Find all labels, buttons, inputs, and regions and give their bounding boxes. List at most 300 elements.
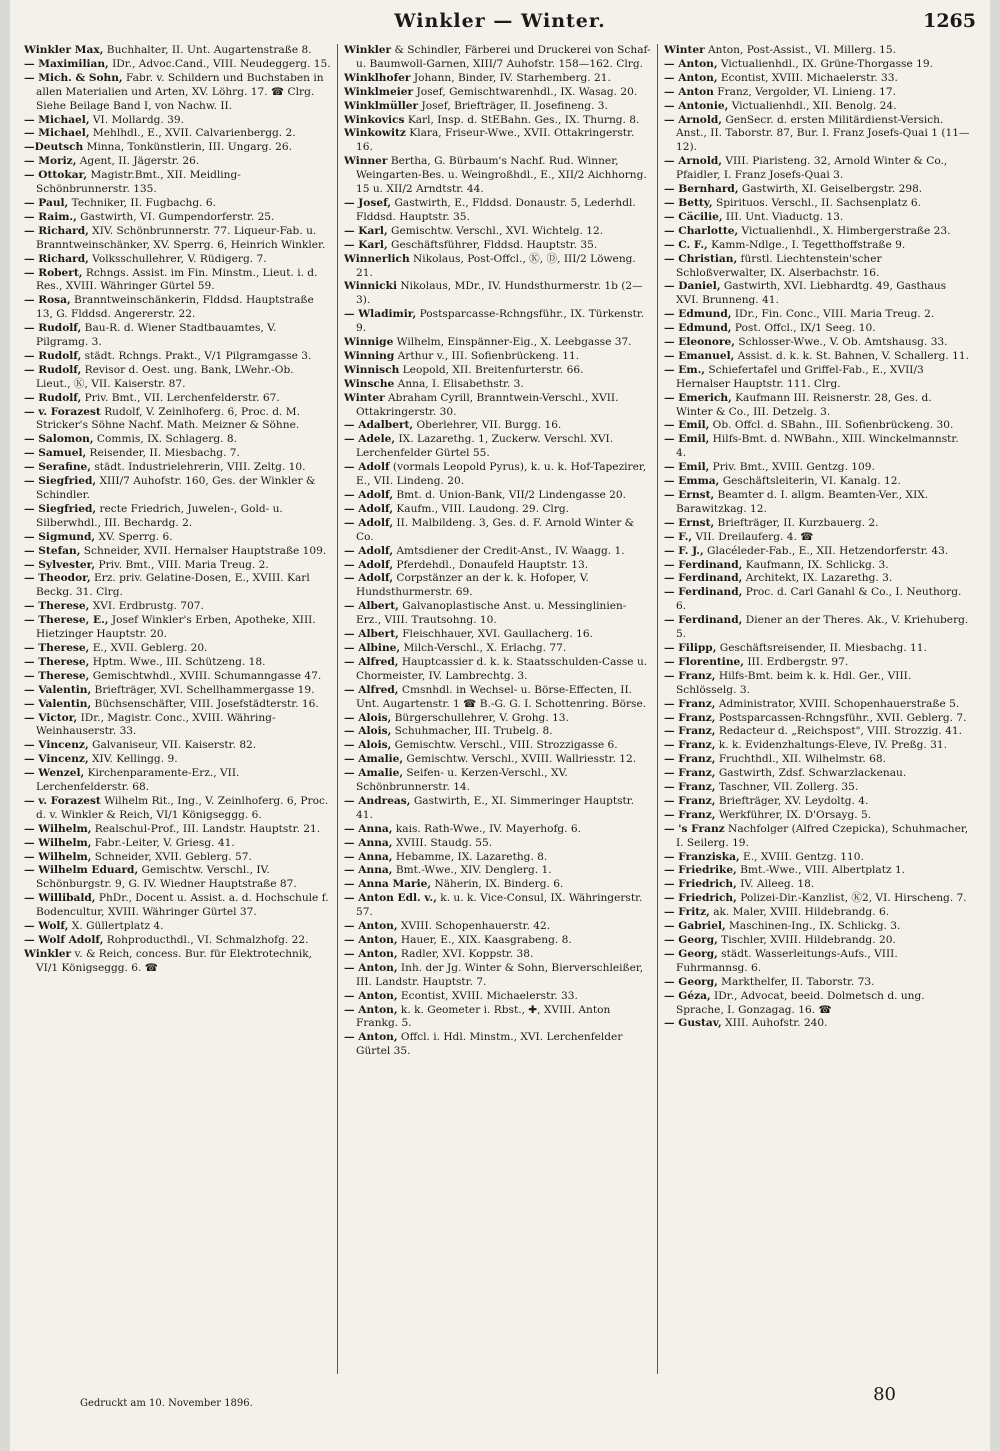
entry-details: Bmt. d. Union-Bank, VII/2 Lindengasse 20. (393, 489, 626, 501)
entry-details: IDr., Magistr. Conc., XVIII. Währing-Weinhauserstr. 33. (36, 711, 276, 738)
entry-name: — Rudolf, (24, 363, 82, 376)
entry-details: XIII/7 Auhofstr. 160, Ges. der Winkler & Schindler. (36, 475, 316, 501)
entry-name: — Anton, (344, 920, 398, 933)
entry-details: Branntweinschänkerin, Flddsd. Hauptstraße 13, G. Flddsd. Angererstr. 22. (36, 294, 314, 321)
directory-entry (344, 656, 651, 684)
entry-name: — Franz, (664, 669, 716, 682)
entry-details: k. k. Geometer i. Rbst., ✚, XVIII. Anton Frankg. 5. (356, 1003, 611, 1030)
entry-details: VIII. Piaristeng. 32, Arnold Winter & Co., Pfaidler, I. Franz Josefs-Quai 3. (676, 155, 948, 182)
entry-details: Magistr.Bmt., XII. Meidling-Schönbrunnerstr. 135. (36, 169, 241, 196)
directory-entry (24, 461, 331, 475)
entry-name: — Franz, (664, 753, 716, 766)
entry-details: Nikolaus, Post-Offcl., Ⓚ, Ⓓ, III/2 Löweng. 21. (356, 252, 636, 279)
directory-entry (664, 698, 971, 712)
directory-entry (24, 253, 331, 267)
directory-entry (344, 225, 651, 239)
entry-name: — Rosa, (24, 294, 71, 307)
entry-details: XIV. Kellingg. 9. (88, 753, 178, 766)
entry-details: Maschinen-Ing., IX. Schlickg. 3. (725, 920, 901, 933)
entry-name: — 's Franz (664, 822, 725, 835)
entry-details: VI. Mollardg. 39. (89, 113, 184, 126)
directory-entry (24, 211, 331, 225)
directory-entry (344, 378, 651, 392)
entry-details: Administrator, XVIII. Schopenhauerstraße 5. (715, 697, 960, 710)
entry-name: — Emma, (664, 475, 720, 488)
directory-entry (24, 559, 331, 573)
directory-page (10, 0, 990, 1451)
directory-entry (24, 948, 331, 976)
directory-entry (664, 350, 971, 364)
entry-name: — Maximilian, (24, 57, 109, 70)
directory-entry (664, 433, 971, 461)
entry-details: Offcl. i. Hdl. Minstm., XVI. Lerchenfelder Gürtel 35. (356, 1031, 623, 1058)
entry-details: Franz, Vergolder, VI. Linieng. 17. (713, 85, 897, 98)
entry-name: — Emanuel, (664, 349, 735, 362)
entry-name: — Samuel, (24, 447, 87, 460)
entry-name: Winsche (344, 377, 395, 390)
entry-name: — Georg, (664, 975, 718, 988)
directory-entry (24, 642, 331, 656)
entry-details: Buchhalter, II. Unt. Augartenstraße 8. (103, 44, 312, 56)
directory-entry (344, 350, 651, 364)
directory-entry (344, 712, 651, 726)
directory-entry (344, 489, 651, 503)
directory-entry (664, 795, 971, 809)
entry-name: — Theodor, (24, 572, 91, 585)
column-divider (337, 44, 338, 1374)
directory-entry (24, 739, 331, 753)
entry-details: k. u. k. Vice-Consul, IX. Währingerstr. 57. (356, 892, 643, 919)
entry-details: Wilhelm Rit., Ing., V. Zeinlhoferg. 6, Proc. d. v. Winkler & Reich, VI/1 Königseggg. 6. (36, 794, 329, 821)
entry-details: Kamm-Ndlge., I. Tegetthoffstraße 9. (707, 238, 906, 251)
directory-entry (344, 628, 651, 642)
entry-name: — Antonie, (664, 99, 729, 112)
entry-name: Winklmeier (344, 85, 414, 98)
directory-entry (664, 322, 971, 336)
directory-entry (664, 767, 971, 781)
entry-details: Josef, Gemischtwarenhdl., IX. Wasag. 20. (413, 85, 638, 98)
directory-entry (664, 753, 971, 767)
entry-name: — Daniel, (664, 280, 721, 293)
directory-entry (664, 948, 971, 976)
entry-name: — Ferdinand, (664, 586, 743, 599)
entry-name: — Wilhelm Eduard, (24, 864, 139, 877)
entry-name: — Franz, (664, 794, 716, 807)
directory-entry (664, 976, 971, 990)
entry-name: Winnerlich (344, 252, 410, 265)
entry-name: — Therese, E., (24, 614, 109, 627)
entry-name: Winkler (344, 44, 392, 56)
entry-details: IDr., Fin. Conc., VIII. Maria Treug. 2. (731, 308, 935, 321)
entry-name: — Arnold, (664, 113, 722, 126)
directory-entry (24, 795, 331, 823)
entry-name: — Anton, (344, 934, 398, 946)
entry-details: Bau-R. d. Wiener Stadtbauamtes, V. Pilgramg. 3. (36, 322, 277, 349)
entry-name: — Amalie, (344, 767, 404, 780)
directory-entry (664, 308, 971, 322)
entry-details: städt. Wasserleitungs-Aufs., VIII. Fuhrmannsg. 6. (676, 947, 898, 974)
entry-name: — Michael, (24, 113, 90, 126)
directory-entry (24, 864, 331, 892)
directory-entry (344, 920, 651, 934)
entry-details: Econtist, XVIII. Michaelerstr. 33. (717, 71, 898, 84)
entry-details: II. Malbildeng. 3, Ges. d. F. Arnold Winter & Co. (356, 516, 635, 543)
entry-name: — Josef, (344, 196, 392, 209)
directory-entry (24, 614, 331, 642)
entry-details: ak. Maler, XVIII. Hildebrandg. 6. (709, 906, 890, 919)
entry-details: Johann, Binder, IV. Starhemberg. 21. (410, 71, 611, 84)
entry-name: — Karl, (344, 224, 388, 237)
directory-entry (24, 670, 331, 684)
entry-details: Priv. Bmt., VII. Lerchenfelderstr. 67. (81, 391, 280, 404)
entry-details: Bürgerschullehrer, V. Grohg. 13. (391, 711, 569, 724)
directory-entry (664, 781, 971, 795)
directory-entry (24, 837, 331, 851)
entry-name: — Adolf, (344, 544, 394, 557)
entry-details: Victualienhdl., X. Himbergerstraße 23. (738, 224, 951, 237)
entry-details: Minna, Tonkünstlerin, III. Ungarg. 26. (83, 141, 292, 154)
entry-name: — Franziska, (664, 850, 740, 863)
entry-name: — F., (664, 530, 693, 543)
entry-name: — Géza, (664, 989, 711, 1002)
entry-name: — Ernst, (664, 489, 715, 501)
entry-details: Schneider, XVII. Hernalser Hauptstraße 109. (80, 544, 327, 557)
entry-name: — Valentin, (24, 683, 92, 696)
directory-entry (344, 239, 651, 253)
entry-details: Reisender, II. Miesbachg. 7. (86, 447, 240, 460)
entry-details: kais. Rath-Wwe., IV. Mayerhofg. 6. (392, 822, 582, 835)
entry-name: — Vincenz, (24, 753, 89, 766)
directory-entry (24, 503, 331, 531)
entry-details: Nachfolger (Alfred Czepicka), Schuhmacher, I. Seilerg. 19. (676, 822, 969, 849)
directory-entry (24, 475, 331, 503)
entry-details: XIII. Auhofstr. 240. (721, 1017, 828, 1030)
entry-name: — Friedrich, (664, 892, 737, 905)
entry-details: III. Erdbergstr. 97. (743, 655, 849, 668)
directory-entry (344, 837, 651, 851)
directory-entry (344, 100, 651, 114)
entry-details: Tischler, XVIII. Hildebrandg. 20. (717, 934, 896, 946)
directory-entry (344, 253, 651, 281)
entry-name: — Anton Edl. v., (344, 892, 437, 905)
directory-entry (344, 642, 651, 656)
entry-details: Gastwirth, E., Flddsd. Donaustr. 5, Lederhdl. Flddsd. Hauptstr. 35. (356, 196, 636, 223)
entry-name: — v. Forazest (24, 794, 101, 807)
entry-name: — Serafine, (24, 461, 91, 474)
entry-details: Hebamme, IX. Lazarethg. 8. (392, 850, 548, 863)
directory-entry (664, 336, 971, 350)
entry-details: Gastwirth, E., XI. Simmeringer Hauptstr. 41. (356, 794, 635, 821)
entry-name: — Alois, (344, 711, 392, 724)
directory-entry (24, 656, 331, 670)
entry-name: — Wilhelm, (24, 822, 92, 835)
entry-name: — Amalie, (344, 753, 404, 766)
entry-details: Hauptcassier d. k. k. Staatsschulden-Casse u. Chormeister, IV. Lambrechtg. 3. (356, 655, 648, 682)
entry-details: Assist. d. k. k. St. Bahnen, V. Schallerg. 11. (734, 349, 969, 362)
directory-entry (344, 962, 651, 990)
entry-details: Klara, Friseur-Wwe., XVII. Ottakringerstr. 16. (356, 127, 635, 154)
entry-details: IV. Alleeg. 18. (736, 878, 815, 891)
entry-name: Winnisch (344, 363, 400, 376)
directory-entry (664, 934, 971, 948)
entry-name: — Albert, (344, 600, 399, 613)
directory-entry (664, 183, 971, 197)
directory-entry (344, 948, 651, 962)
page-header (10, 4, 990, 38)
column-2 (344, 44, 651, 1374)
entry-details: Schneider, XVII. Geblerg. 57. (91, 850, 252, 863)
entry-details: Abraham Cyrill, Branntwein-Verschl., XVII. Ottakringerstr. 30. (356, 391, 619, 418)
entry-details: E., XVII. Geblerg. 20. (89, 641, 208, 654)
entry-details: Bmt.-Wwe., VIII. Albertplatz 1. (736, 864, 906, 877)
entry-name: — Victor, (24, 711, 78, 724)
entry-name: Winkowitz (344, 127, 406, 140)
directory-entry (664, 823, 971, 851)
directory-entry (664, 586, 971, 614)
entry-details: k. k. Evidenzhaltungs-Eleve, IV. Preßg. 31. (715, 739, 947, 752)
entry-details: städt. Rchngs. Prakt., V/1 Pilgramgasse 3. (81, 349, 312, 362)
entry-name: — Friedrike, (664, 864, 737, 877)
directory-entry (24, 141, 331, 155)
entry-name: — Anna Marie, (344, 878, 432, 891)
entry-details: Techniker, II. Fugbachg. 6. (68, 196, 216, 209)
entry-details: Gastwirth, Zdsf. Schwarzlackenau. (715, 767, 907, 780)
entry-name: — Georg, (664, 947, 718, 960)
entry-name: — Betty, (664, 196, 713, 209)
entry-name: — Therese, (24, 641, 90, 654)
directory-entry (344, 433, 651, 461)
directory-entry (344, 461, 651, 489)
entry-name: — Anna, (344, 836, 393, 849)
entry-name: — Richard, (24, 224, 89, 237)
entry-name: — Moriz, (24, 155, 77, 168)
directory-entry (664, 614, 971, 642)
entry-details: Hilfs-Bmt. d. NWBahn., XIII. Winckelmannstr. 4. (676, 433, 959, 460)
directory-entry (664, 489, 971, 517)
entry-name: — Emil, (664, 419, 710, 432)
entry-name: — Therese, (24, 600, 90, 613)
directory-entry (24, 267, 331, 295)
entry-name: — Adolf, (344, 502, 394, 515)
entry-name: — Adolf, (344, 558, 394, 571)
directory-entry (664, 739, 971, 753)
entry-details: Spirituos. Verschl., II. Sachsenplatz 6. (712, 196, 921, 209)
entry-name: — C. F., (664, 238, 708, 251)
entry-name: Winter (664, 44, 705, 56)
directory-entry (664, 392, 971, 420)
directory-entry (664, 364, 971, 392)
entry-details: Kaufm., VIII. Laudong. 29. Clrg. (393, 502, 570, 515)
entry-details: Hilfs-Bmt. beim k. k. Hdl. Ger., VIII. Schlösselg. 3. (676, 669, 912, 696)
entry-details: Josef, Briefträger, II. Josefineng. 3. (418, 99, 608, 112)
entry-details: Victualienhdl., IX. Grüne-Thorgasse 19. (717, 57, 933, 70)
directory-entry (344, 878, 651, 892)
directory-entry (664, 114, 971, 156)
entry-name: — Albine, (344, 641, 401, 654)
directory-entry (24, 322, 331, 350)
entry-details: Leopold, XII. Breitenfurterstr. 66. (399, 363, 584, 376)
directory-entry (344, 503, 651, 517)
directory-entry (664, 100, 971, 114)
entry-details: Diener an der Theres. Ak., V. Kriehuberg. 5. (676, 614, 969, 641)
entry-name: — Emerich, (664, 391, 732, 404)
entry-details: X. Güllertplatz 4. (68, 920, 164, 933)
directory-entry (664, 197, 971, 211)
entry-details: XVI. Erdbrustg. 707. (89, 600, 204, 613)
entry-name: — Christian, (664, 252, 738, 265)
entry-name: — Wolf, (24, 920, 69, 933)
entry-name: — Wolf Adolf, (24, 934, 104, 946)
entry-details: v. & Reich, concess. Bur. für Elektrotechnik, VI/1 Königseggg. 6. ☎ (36, 947, 313, 974)
entry-name: — Arnold, (664, 155, 722, 168)
entry-name: — Adolf, (344, 489, 394, 501)
directory-entry (24, 934, 331, 948)
directory-entry (24, 350, 331, 364)
entry-details: Gemischtw. Verschl., XVIII. Wallriesstr. 12. (403, 753, 637, 766)
entry-details: Fleischhauer, XVI. Gaullacherg. 16. (398, 628, 593, 641)
entry-name: — Vincenz, (24, 739, 89, 752)
entry-name: Winnige (344, 336, 394, 349)
entry-details: städt. Industrielehrerin, VIII. Zeltg. 10. (90, 461, 306, 474)
directory-entry (24, 392, 331, 406)
entry-name: Winnicki (344, 280, 397, 293)
entry-name: Winklmüller (344, 99, 419, 112)
entry-details: Volksschullehrer, V. Rüdigerg. 7. (88, 252, 267, 265)
entry-name: — Anton, (344, 1003, 398, 1016)
directory-entry (24, 364, 331, 392)
entry-details: Schuhmacher, III. Trubelg. 8. (391, 725, 553, 738)
entry-details: Galvaniseur, VII. Kaiserstr. 82. (88, 739, 257, 752)
directory-entry (344, 545, 651, 559)
entry-details: Näherin, IX. Binderg. 6. (431, 878, 564, 891)
entry-name: — Michael, (24, 127, 90, 140)
entry-name: — Paul, (24, 196, 69, 209)
entry-name: — Filipp, (664, 641, 717, 654)
directory-entry (24, 44, 331, 58)
entry-details: Realschul-Prof., III. Landstr. Hauptstr. 21. (91, 822, 321, 835)
entry-details: XIV. Schönbrunnerstr. 77. Liqueur-Fab. u. Branntweinschänker, XV. Sperrg. 6, Heinrich Winkler. (36, 224, 326, 251)
entry-details: Geschäftsführer, Flddsd. Hauptstr. 35. (387, 238, 598, 251)
directory-entry (664, 419, 971, 433)
entry-details: Schiefertafel und Griffel-Fab., E., XVII/3 Hernalser Hauptstr. 111. Clrg. (676, 363, 924, 390)
entry-details: Josef Winkler's Erben, Apotheke, XIII. Hietzinger Hauptstr. 20. (36, 614, 316, 641)
entry-name: — Edmund, (664, 308, 732, 321)
entry-details: Markthelfer, II. Taborstr. 73. (717, 975, 875, 988)
entry-name: — Florentine, (664, 655, 744, 668)
entry-details: Mehlhdl., E., XVII. Calvarienbergg. 2. (89, 127, 296, 140)
directory-entry (344, 572, 651, 600)
entry-name: — Alfred, (344, 683, 399, 696)
directory-entry (24, 698, 331, 712)
directory-entry (24, 823, 331, 837)
entry-name: — Rudolf, (24, 322, 82, 335)
entry-details: Seifen- u. Kerzen-Verschl., XV. Schönbrunnerstr. 14. (356, 767, 568, 794)
page-title: Winkler — Winter. (394, 10, 606, 32)
entry-details: XV. Sperrg. 6. (95, 530, 173, 543)
entry-details: Radler, XVI. Koppstr. 38. (397, 947, 534, 960)
entry-details: Rohproducthdl., VI. Schmalzhofg. 22. (103, 934, 309, 946)
directory-entry (664, 572, 971, 586)
entry-name: — Adalbert, (344, 419, 414, 432)
entry-name: — Anton, (344, 1031, 398, 1044)
directory-entry (24, 447, 331, 461)
entry-name: — Gabriel, (664, 920, 726, 933)
entry-name: — Anton, (344, 947, 398, 960)
column-divider (657, 44, 658, 1374)
directory-entry (24, 531, 331, 545)
entry-details: Hauer, E., XIX. Kaasgrabeng. 8. (397, 934, 572, 946)
entry-details: Pferdehdl., Donaufeld Hauptstr. 13. (393, 558, 589, 571)
entry-name: — Charlotte, (664, 224, 739, 237)
entry-details: Polizei-Dir.-Kanzlist, Ⓚ2, VI. Hirscheng. 7. (736, 892, 967, 905)
directory-entry (344, 364, 651, 378)
entry-details: Inh. der Jg. Winter & Sohn, Bierverschleißer, III. Landstr. Hauptstr. 7. (356, 961, 644, 988)
directory-entry (664, 211, 971, 225)
entry-details: Revisor d. Oest. ung. Bank, LWehr.-Ob. Lieut., Ⓚ, VII. Kaiserstr. 87. (36, 363, 294, 390)
entry-name: — Rudolf, (24, 349, 82, 362)
entry-name: — Ottokar, (24, 169, 88, 182)
entry-name: — Franz, (664, 767, 716, 780)
directory-entry (24, 684, 331, 698)
entry-name: Winning (344, 349, 395, 362)
entry-details: Geschäftsleiterin, VI. Kanalg. 12. (719, 475, 901, 488)
entry-name: — Anton, (344, 989, 398, 1002)
directory-entry (664, 475, 971, 489)
entry-details: Anna, I. Elisabethstr. 3. (394, 377, 524, 390)
directory-entry (344, 725, 651, 739)
entry-name: — Mich. & Sohn, (24, 71, 123, 84)
directory-entry (344, 419, 651, 433)
directory-entry (664, 461, 971, 475)
entry-name: — Wilhelm, (24, 836, 92, 849)
entry-details: Gemischtwhdl., XVIII. Schumanngasse 47. (89, 669, 322, 682)
entry-name: — Richard, (24, 252, 89, 265)
directory-entry (344, 280, 651, 308)
entry-details: Fruchthdl., XII. Wilhelmstr. 68. (715, 753, 887, 766)
entry-name: — Anton, (344, 961, 398, 974)
entry-details: Taschner, VII. Zollerg. 35. (715, 781, 859, 794)
entry-details: Ob. Offcl. d. SBahn., III. Sofienbrückeng. 30. (709, 419, 954, 432)
entry-details: Anton, Post-Assist., VI. Millerg. 15. (704, 44, 897, 56)
entry-details: Amtsdiener der Credit-Anst., IV. Waagg. 1. (393, 544, 625, 557)
entry-name: — Franz, (664, 697, 716, 710)
directory-entry (344, 795, 651, 823)
entry-name: — Adolf, (344, 516, 394, 529)
entry-details: recte Friedrich, Juwelen-, Gold- u. Silberwhdl., III. Bechardg. 2. (36, 502, 283, 529)
entry-details: III. Unt. Viaductg. 13. (722, 210, 844, 223)
directory-entry (664, 670, 971, 698)
entry-details: fürstl. Liechtenstein'scher Schloßverwalter, IX. Alserbachstr. 16. (676, 252, 882, 279)
entry-details: Victualienhdl., XII. Benolg. 24. (728, 99, 897, 112)
directory-entry (344, 308, 651, 336)
entry-details: Gemischtw. Verschl., IV. Schönburgstr. 9, G. IV. Wiedner Hauptstraße 87. (36, 864, 297, 891)
entry-name: — Valentin, (24, 697, 92, 710)
entry-details: Schlosser-Wwe., V. Ob. Amtshausg. 33. (734, 336, 948, 349)
entry-name: — Anton, (664, 57, 718, 70)
entry-name: — Robert, (24, 266, 83, 279)
entry-name: — Franz, (664, 808, 716, 821)
entry-name: Winkler Max, (24, 44, 104, 56)
entry-name: — Cäcilie, (664, 210, 723, 223)
directory-entry (664, 58, 971, 72)
entry-name: — Sigmund, (24, 530, 96, 543)
directory-entry (664, 851, 971, 865)
entry-details: Galvanoplastische Anst. u. Messinglinien-Erz., VIII. Trautsohng. 10. (356, 600, 627, 627)
directory-entry (24, 753, 331, 767)
entry-name: — Sylvester, (24, 558, 96, 571)
directory-entry (664, 517, 971, 531)
directory-entry (344, 44, 651, 72)
